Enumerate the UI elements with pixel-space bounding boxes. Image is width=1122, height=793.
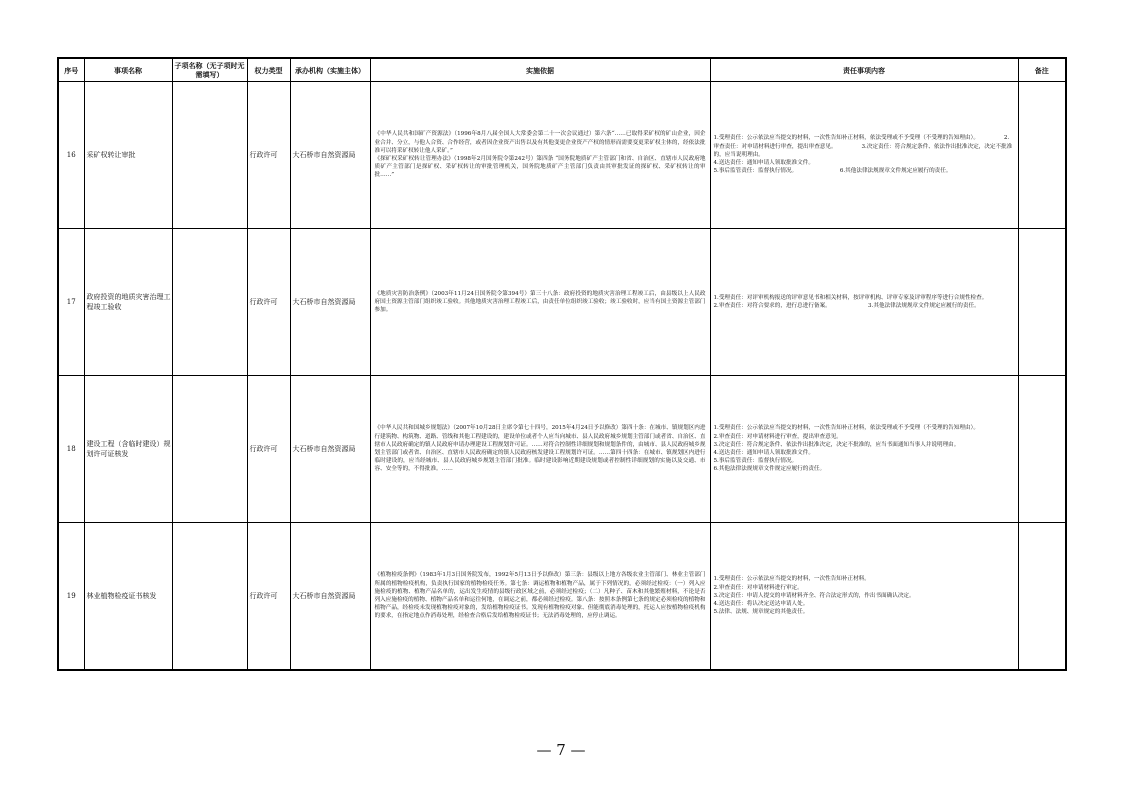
header-cell: 实施依据 bbox=[370, 58, 710, 82]
header-cell: 权力类型 bbox=[247, 58, 290, 82]
legal-basis: 《中华人民共和国矿产资源法》（1996年8月八届全国人大常委会第二十一次会议通过）第六条“……已取得采矿权的矿山企业，因企业合并、分立，与他人合资、合作经营，或者因企业资产出售以及有其他变更企业资产产权的情形而需要变更采矿权主体的，经依法批准可以将采矿权转让他人采矿。” 《探矿权采矿权转让管理办法》（1998年2月国务院令第242号）第四条 “国务院地质矿产主管部门和省、自治区、直辖市人民政府地质矿产主管部门是探矿权、采矿权转让的审批管理机关，国务院地质矿产主管部门负责由其审批发证的探矿权、采矿权转让的审批……” bbox=[370, 82, 710, 229]
table-row bbox=[58, 82, 1066, 229]
item-name: 政府投资的地质灾害治理工程竣工验收 bbox=[84, 229, 172, 376]
responsibility-table bbox=[57, 57, 1067, 671]
responsibility-content: 1.受理责任：公示依法应当提交的材料，一次性告知补正材料，依法受理或不予受理（不受理的告知理由）。 2.审查责任：对申请材料进行审查，提出审查意见。 3.决定责任：符合规定条件、依法作出批准决定，决定不批准的，应当说明理由。 4.送达责任：通知申请人领取批准文件。 5.事后监管责任：监督执行情况。 6.其他法律法规规章文件规定应履行的责任。 bbox=[710, 82, 1018, 229]
handling-agency: 大石桥市自然资源局 bbox=[290, 229, 370, 376]
sub-item-name bbox=[172, 376, 247, 523]
header-cell: 子项名称（无子项时无需填写） bbox=[172, 58, 247, 82]
remarks bbox=[1018, 229, 1066, 376]
row-number: 19 bbox=[58, 523, 84, 671]
item-name: 建设工程（含临时建设）规划许可证核发 bbox=[84, 376, 172, 523]
remarks bbox=[1018, 82, 1066, 229]
row-number: 18 bbox=[58, 376, 84, 523]
table-row bbox=[58, 229, 1066, 376]
item-name: 林业植物检疫证书核发 bbox=[84, 523, 172, 671]
sub-item-name bbox=[172, 523, 247, 671]
power-type: 行政许可 bbox=[247, 376, 290, 523]
legal-basis: 《中华人民共和国城乡规划法》（2007年10月28日主席令第七十四号，2015年4月24日予以修改）第四十条：在城市、镇规划区内进行建筑物、构筑物、道路、管线和其他工程建设的，建设单位或者个人应当向城市、县人民政府城乡规划主管部门或者省、自治区、直辖市人民政府确定的镇人民政府申请办理建设工程规划许可证。……对符合控制性详细规划和规划条件的，由城市、县人民政府城乡规划主管部门或者省、自治区、直辖市人民政府确定的镇人民政府核发建设工程规划许可证。……第四十四条：在城市、镇规划区内进行临时建设的，应当经城市、县人民政府城乡规划主管部门批准。临时建设影响近期建设规划或者控制性详细规划的实施以及交通、市容、安全等的，不得批准。…… bbox=[370, 376, 710, 523]
responsibility-content: 1.受理责任：公示依法应当提交的材料，一次性告知补正材料。 2.审查责任：对申请材料进行审定。 3.决定责任：申请人提交的申请材料齐全、符合法定形式的，作出书面确认决定。 4.送达责任：将认决定送达申请人处。 5.法律、法规、规章规定的其他责任。 bbox=[710, 523, 1018, 671]
header-cell: 事项名称 bbox=[84, 58, 172, 82]
power-type: 行政许可 bbox=[247, 82, 290, 229]
header-cell: 序号 bbox=[58, 58, 84, 82]
remarks bbox=[1018, 523, 1066, 671]
power-type: 行政许可 bbox=[247, 523, 290, 671]
table-header-row bbox=[58, 58, 1066, 82]
legal-basis: 《植物检疫条例》（1983年1月3日国务院发布，1992年5月13日予以修改）第三条：县级以上地方各级农业主管部门、林业主管部门所属的植物检疫机构，负责执行国家的植物检疫任务。第七条：调运植物和植物产品，属于下列情况的，必须经过检疫：（一）列入应施检疫的植物、植物产品名单的，运出发生疫情的县级行政区域之前，必须经过检疫；（二）凡种子、苗木和其他繁殖材料，不论是否列入应施检疫的植物、植物产品名单和运往何地，在调运之前，都必须经过检疫。第八条：按照本条例第七条的规定必须检疫的植物和植物产品，经检疫未发现植物检疫对象的，发给植物检疫证书。发现有植物检疫对象、但能彻底消毒处理的，托运人应按植物检疫机构的要求，在指定地点作消毒处理，经检查合格后发给植物检疫证书；无法消毒处理的，应停止调运。 bbox=[370, 523, 710, 671]
page-number: — 7 — bbox=[536, 741, 586, 759]
table-row bbox=[58, 376, 1066, 523]
header-cell: 备注 bbox=[1018, 58, 1066, 82]
table-row bbox=[58, 523, 1066, 671]
remarks bbox=[1018, 376, 1066, 523]
responsibility-content: 1.受理责任：对评审机构报送的评审意见书和相关材料，按评审机构、评审专家及评审程序等进行合规性检查。 2.审查责任：对符合要求的，进行总进行备案。 3.其他法律法规规章文件规定应履行的责任。 bbox=[710, 229, 1018, 376]
header-cell: 承办机构（实施主体） bbox=[290, 58, 370, 82]
power-type: 行政许可 bbox=[247, 229, 290, 376]
item-name: 采矿权转让审批 bbox=[84, 82, 172, 229]
legal-basis: 《地质灾害防治条例》（2003年11月24日国务院令第394号）第三十八条：政府投资的地质灾害治理工程竣工后，由县级以上人民政府国土资源主管部门组织竣工验收。其他地质灾害治理工程竣工后，由责任单位组织竣工验收；竣工验收时，应当有国土资源主管部门参加。 bbox=[370, 229, 710, 376]
sub-item-name bbox=[172, 229, 247, 376]
handling-agency: 大石桥市自然资源局 bbox=[290, 523, 370, 671]
row-number: 17 bbox=[58, 229, 84, 376]
header-cell: 责任事项内容 bbox=[710, 58, 1018, 82]
handling-agency: 大石桥市自然资源局 bbox=[290, 82, 370, 229]
row-number: 16 bbox=[58, 82, 84, 229]
sub-item-name bbox=[172, 82, 247, 229]
handling-agency: 大石桥市自然资源局 bbox=[290, 376, 370, 523]
responsibility-content: 1.受理责任：公示依法应当提交的材料，一次性告知补正材料，依法受理或不予受理（不受理的告知理由）。 2.审查责任：对申请材料进行审查，提出审查意见。 3.决定责任：符合规定条件、依法作出批准决定，决定不批准的，应当书面通知当事人并说明理由。 4.送达责任：通知申请人领取批准文件。 5.事后监管责任：监督执行情况。 6.其他法律法规规章文件规定应履行的责任。 bbox=[710, 376, 1018, 523]
